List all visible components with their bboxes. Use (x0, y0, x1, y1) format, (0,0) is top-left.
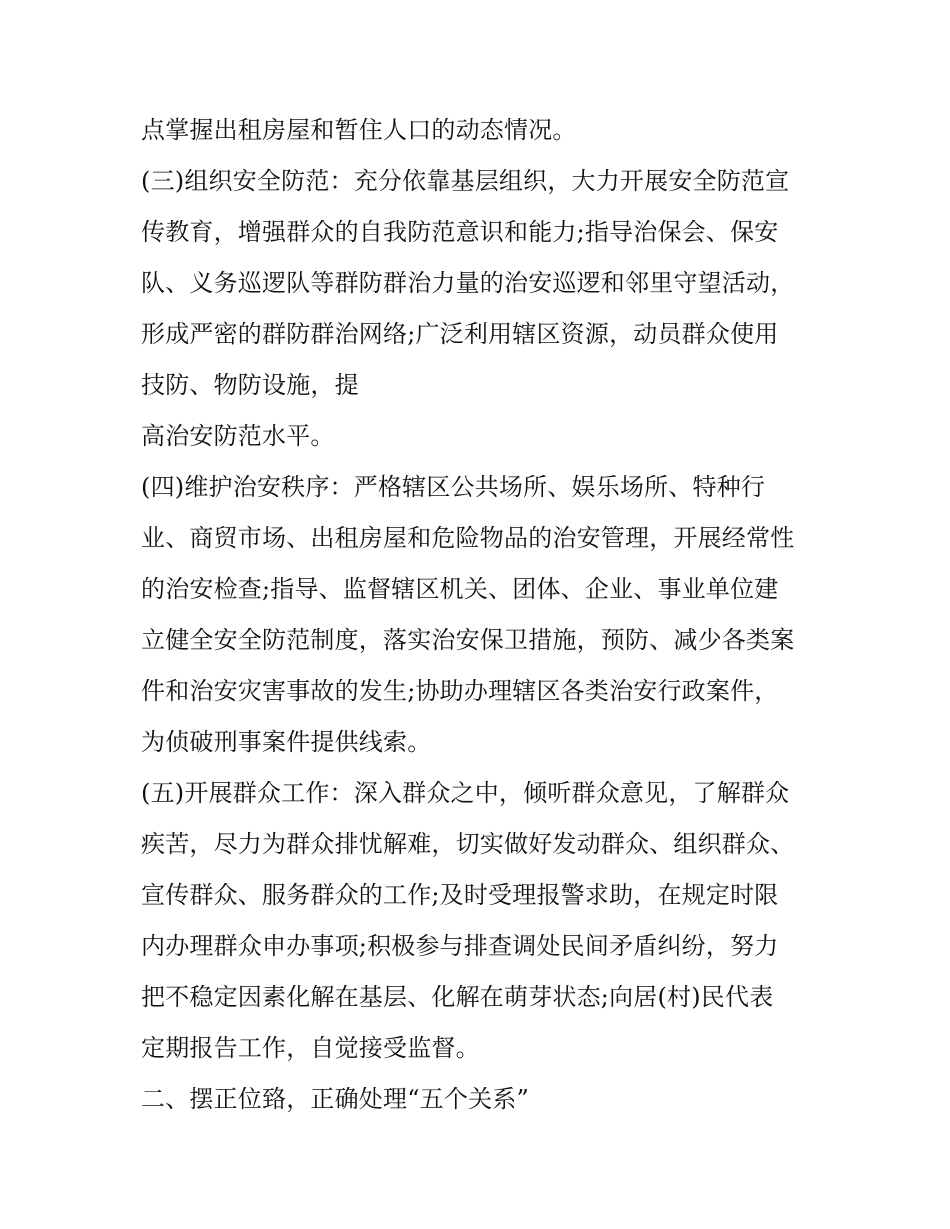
text-line: 形成严密的群防群治网络;广泛利用辖区资源，动员群众使用 (141, 320, 779, 348)
text-line: 立健全安全防范制度，落实治安保卫措施，预防、减少各类案 (141, 626, 795, 654)
text-line: 传教育，增强群众的自我防范意识和能力;指导治保会、保安 (141, 218, 779, 246)
section-heading: 二、摆正位臵，正确处理“五个关系” (141, 1085, 529, 1113)
text-line: (五)开展群众工作：深入群众之中，倾听群众意见，了解群众 (141, 779, 790, 807)
text-line: 的治安检查;指导、监督辖区机关、团体、企业、事业单位建 (141, 575, 779, 603)
text-line: 内办理群众申办事项;积极参与排查调处民间矛盾纠纷，努力 (141, 932, 779, 960)
text-line: 定期报告工作，自觉接受监督。 (141, 1034, 480, 1062)
text-line: (四)维护治安秩序：严格辖区公共场所、娱乐场所、特种行 (141, 473, 766, 501)
text-line: 技防、物防设施，提 (141, 371, 359, 399)
text-line: 把不稳定因素化解在基层、化解在萌芽状态;向居(村)民代表 (141, 983, 774, 1011)
text-line: 点掌握出租房屋和暂住人口的动态情况。 (141, 116, 577, 144)
text-line: (三)组织安全防范：充分依靠基层组织，大力开展安全防范宣 (141, 167, 790, 195)
text-line: 为侦破刑事案件提供线索。 (141, 728, 432, 756)
document-body (141, 105, 821, 1125)
text-line: 高治安防范水平。 (141, 422, 335, 450)
text-line: 业、商贸市场、出租房屋和危险物品的治安管理，开展经常性 (141, 524, 795, 552)
text-line: 宣传群众、服务群众的工作;及时受理报警求助，在规定时限 (141, 881, 779, 909)
text-line: 件和治安灾害事故的发生;协助办理辖区各类治安行政案件， (141, 677, 779, 705)
text-line: 队、义务巡逻队等群防群治力量的治安巡逻和邻里守望活动， (141, 269, 795, 297)
text-line: 疾苦，尽力为群众排忧解难，切实做好发动群众、组织群众、 (141, 830, 795, 858)
